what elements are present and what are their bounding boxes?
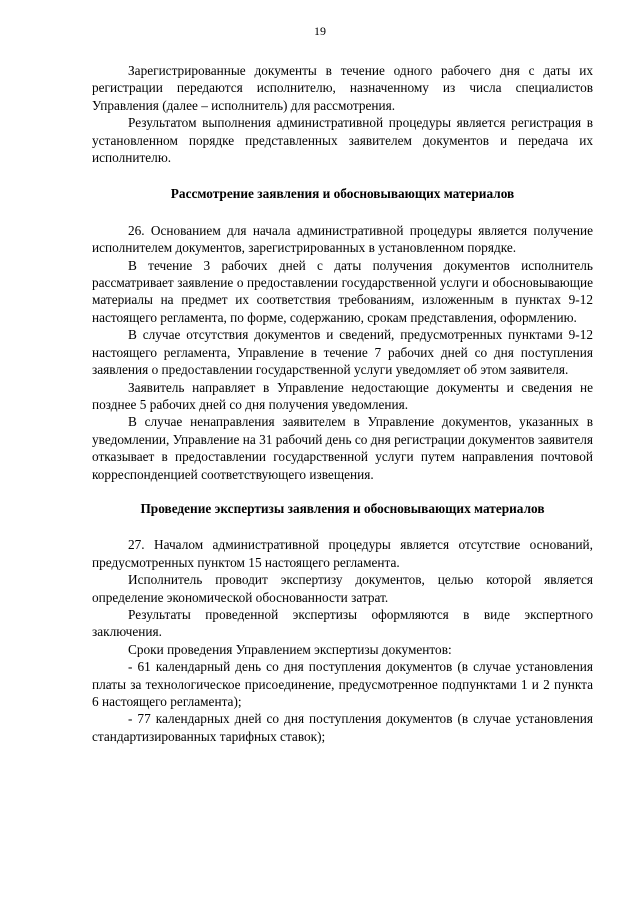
paragraph: 26. Основанием для начала административной процедуры является получение исполнителем документов, зарегистрированных в установленном порядке.: [92, 222, 593, 256]
paragraph: Результаты проведенной экспертизы оформляются в виде экспертного заключения.: [92, 606, 593, 640]
paragraph: В случае ненаправления заявителем в Управление документов, указанных в уведомлении, Управление на 31 рабочий день со дня регистрации документов заявителя отказывает в предоставлении государственной услуги путем направления почтовой корреспонденцией соответствующего извещения.: [92, 414, 593, 482]
page-number: 19: [314, 24, 326, 38]
list-item: - 61 календарный день со дня поступления документов (в случае установления платы за технологическое присоединение, предусмотренное подпунктами 1 и 2 пункта 6 настоящего регламента);: [92, 659, 593, 709]
document-body: [92, 62, 593, 745]
section-body: [92, 222, 593, 483]
paragraph: Заявитель направляет в Управление недостающие документы и сведения не позднее 5 рабочих дней со дня получения уведомления.: [92, 379, 593, 412]
paragraph: Сроки проведения Управлением экспертизы документов:: [128, 641, 452, 657]
paragraph: В случае отсутствия документов и сведений, предусмотренных пунктами 9-12 настоящего регламента, Управление в течение 7 рабочих дней со дня поступления заявления о предоставлении государственной услуги уведомляет об этом заявителя.: [92, 327, 593, 378]
paragraph: Результатом выполнения административной процедуры является регистрация в установленном порядке представленных заявителем документов и передача их исполнителю.: [92, 115, 593, 166]
section-heading: Рассмотрение заявления и обосновывающих материалов: [170, 186, 515, 202]
section-body: [92, 536, 593, 745]
section-heading: Проведение экспертизы заявления и обосновывающих материалов: [140, 500, 545, 516]
paragraph: Зарегистрированные документы в течение одного рабочего дня с даты их регистрации передаются исполнителю, назначенному из числа специалистов Управления (далее – исполнитель) для рассмотрения.: [92, 63, 593, 113]
paragraph: 27. Началом административной процедуры является отсутствие оснований, предусмотренных пунктом 15 настоящего регламента.: [92, 537, 593, 570]
paragraph: В течение 3 рабочих дней с даты получения документов исполнитель рассматривает заявление о предоставлении государственной услуги и обосновывающие материалы на предмет их соответствия требованиям, изложенным в пунктах 9-12 настоящего регламента, по форме, содержанию, срокам представления, оформлению.: [92, 257, 593, 325]
paragraph: Исполнитель проводит экспертизу документов, целью которой является определение экономической обоснованности затрат.: [92, 572, 593, 605]
list-item: - 77 календарных дней со дня поступления документов (в случае установления стандартизированных тарифных ставок);: [92, 711, 593, 744]
